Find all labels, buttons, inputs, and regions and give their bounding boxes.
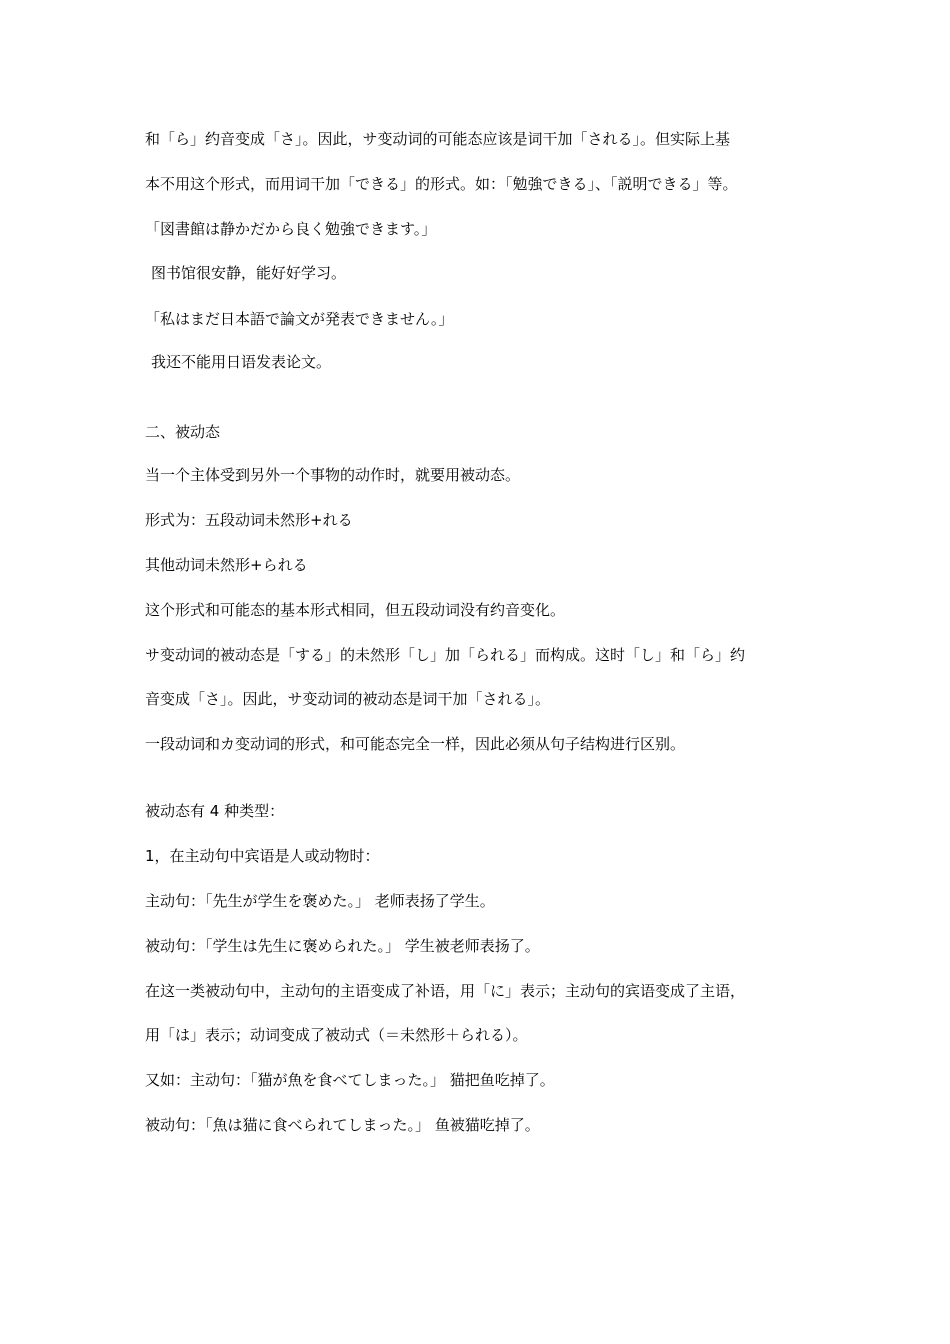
subsection-heading: 被动态有 4 种类型： [145, 802, 285, 820]
paragraph-line: 这个形式和可能态的基本形式相同，但五段动词没有约音变化。 [145, 601, 566, 619]
paragraph-line: 形式为：五段动词未然形+れる [145, 511, 353, 529]
paragraph-line: 本不用这个形式，而用词干加「できる」的形式。如：「勉強できる」、「説明できる」等。 [145, 175, 738, 193]
paragraph-line: 当一个主体受到另外一个事物的动作时，就要用被动态。 [145, 466, 521, 484]
example-passive: 被动句：「魚は猫に食べられてしまった。」 鱼被猫吃掉了。 [145, 1116, 540, 1134]
example-translation: 我还不能用日语发表论文。 [151, 353, 332, 371]
paragraph-line: 在这一类被动句中，主动句的主语变成了补语，用「に」表示；主动句的宾语变成了主语， [145, 982, 746, 1000]
paragraph-line: サ变动词的被动态是「する」的未然形「し」加「られる」而构成。这时「し」和「ら」约 [145, 646, 746, 664]
paragraph-line: 和「ら」约音变成「さ」。因此，サ变动词的可能态应该是词干加「される」。但实际上基 [145, 130, 731, 148]
paragraph-line: 用「は」表示；动词变成了被动式（＝未然形＋られる）。 [145, 1026, 528, 1044]
example-passive: 被动句：「学生は先生に褒められた。」 学生被老师表扬了。 [145, 937, 540, 955]
paragraph-line: 其他动词未然形+られる [145, 556, 308, 574]
list-item-heading: 1，在主动句中宾语是人或动物时： [145, 847, 380, 865]
section-heading: 二、被动态 [145, 423, 221, 441]
example-japanese: 「私はまだ日本語で論文が発表できません。」 [145, 310, 454, 328]
paragraph-line: 音变成「さ」。因此，サ变动词的被动态是词干加「される」。 [145, 690, 551, 708]
example-active: 主动句：「先生が学生を褒めた。」 老师表扬了学生。 [145, 892, 495, 910]
example-translation: 图书馆很安静，能好好学习。 [151, 264, 347, 282]
example-active: 又如：主动句：「猫が魚を食べてしまった。」 猫把鱼吃掉了。 [145, 1071, 555, 1089]
paragraph-line: 一段动词和カ变动词的形式，和可能态完全一样，因此必须从句子结构进行区别。 [145, 735, 686, 753]
example-japanese: 「図書館は静かだから良く勉強できます。」 [145, 220, 437, 238]
